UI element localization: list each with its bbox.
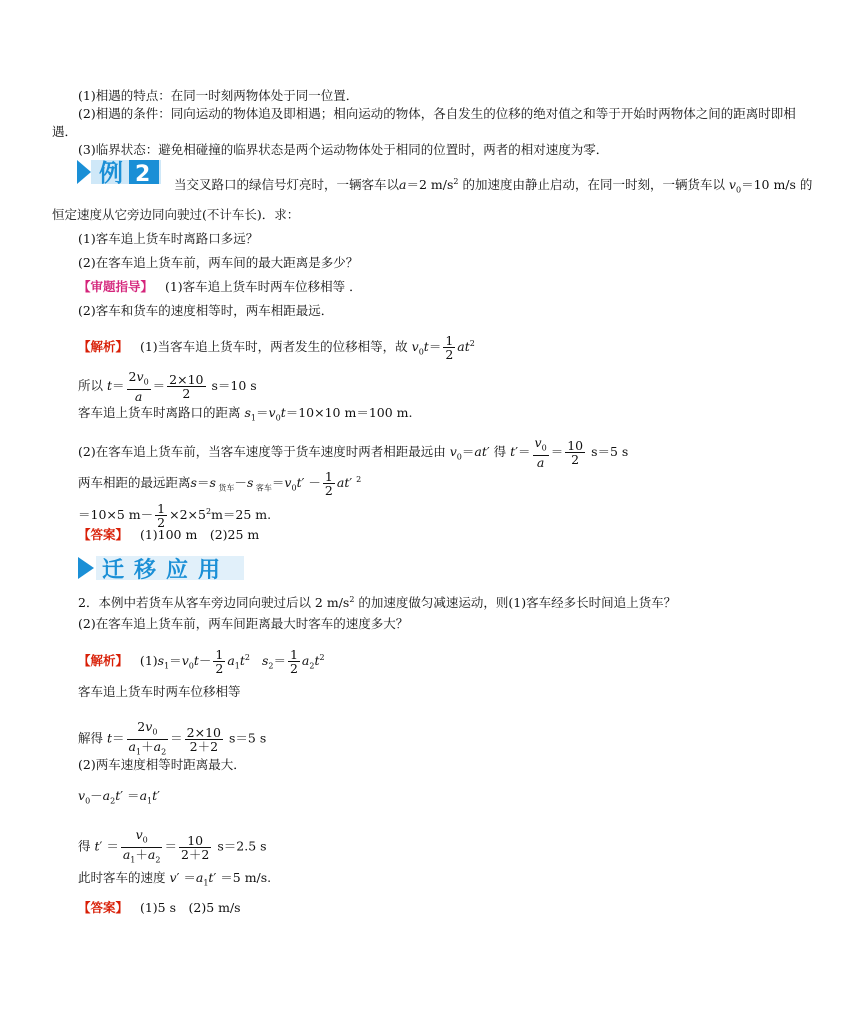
transfer-banner-text: 迁移应用 (102, 558, 231, 583)
example-badge (77, 158, 161, 186)
answer-text: (1)100 m (2)25 m (139, 527, 260, 542)
transfer-analysis-line7: 此时客车的速度 $v' =a_1t' =5$ m/s. (78, 870, 272, 888)
transfer-analysis-line1: 【解析】 $(1)s_1=v_0t-$ $\frac{1}{2}$ $a_1t^2$ $s_2=$ $\frac{1}{2}$ $a_2t^2$ (78, 647, 325, 676)
transfer-question-line1: 2．本例中若货车从客车旁边同向驶过后以 2 $m/s^2$ 的加速度做匀减速运动，则(1)客车经多长时间追上货车？ (78, 595, 677, 611)
analysis-line6: ＝10×5 m－ $\frac{1}{2}$ $\times 2\times 5^2m=25$ m. (78, 501, 272, 530)
example-stem-line2: 恒定速度从它旁边同向驶过(不计车长)．求： (52, 207, 300, 222)
analysis-line4: (2)在客车追上货车前，当客车速度等于货车速度时两者相距最远由 $v_0=at'$ 得 t′＝ $\frac{v_0}{a}$ ＝ $\frac{10}{2}$ s＝5 s (78, 435, 629, 470)
transfer-analysis-line5: $v_0-a_2t' =a_1t'$ (78, 788, 160, 806)
transfer-analysis-line4: (2)两车速度相等时距离最大． (78, 757, 246, 772)
analysis-line5: 两车相距的最远距离s＝s $_{货车}$－s $_{客车}=v_0t'$ － $\frac{1}{2}$ at′ $^2$ (78, 469, 362, 498)
analysis-line3: 客车追上货车时离路口的距离 $s_1=v_0t=10\times 10$ m＝100 m. (78, 405, 413, 423)
answer-line (78, 527, 259, 543)
analysis-line2: 所以 t＝ $\frac{2v_0}{a}$ ＝ $\frac{2\times 10}{2}$ s＝10 s (78, 369, 257, 404)
transfer-analysis-tag: 【解析】 (78, 653, 129, 668)
guide-line1: 【审题指导】 (1)客车追上货车时两车位移相等 ． (78, 279, 362, 294)
analysis-tag: 【解析】 (78, 339, 129, 354)
question-1: (1)客车追上货车时离路口多远？ (78, 231, 259, 246)
transfer-analysis-line6: 得 t′ ＝ $\frac{v_0}{a_1+a_2}$ ＝ $\frac{10}{2+2}$ s＝2.5 s (78, 827, 267, 864)
transfer-banner (78, 553, 244, 583)
note-meeting-condition: (2)相遇的条件：同向运动的物体追及即相遇；相向运动的物体，各自发生的位移的绝对值之和等于开始时两物体之间的距离时即相 (78, 106, 796, 121)
transfer-answer-line (78, 900, 241, 916)
transfer-answer-tag: 【答案】 (78, 900, 129, 915)
example-badge-icon (77, 158, 161, 186)
example-badge-char: 例 (99, 159, 123, 186)
guide-tag: 【审题指导】 (78, 279, 154, 294)
transfer-banner-icon (78, 553, 244, 583)
note-meeting-condition-cont: 遇． (52, 124, 78, 139)
transfer-analysis-line3: 解得 t＝ $\frac{2v_0}{a_1+a_2}$ ＝ $\frac{2\times 10}{2+2}$ s＝5 s (78, 719, 267, 756)
answer-tag: 【答案】 (78, 527, 129, 542)
note-meeting-feature: (1)相遇的特点：在同一时刻两物体处于同一位置． (78, 88, 359, 103)
example-stem-line1: 当交叉路口的绿信号灯亮时，一辆客车以a＝2 $m/s^2$ 的加速度由静止启动，在同一时刻，一辆货车以 $v_0=10$ m/s 的 (174, 177, 813, 195)
guide-line2: (2)客车和货车的速度相等时，两车相距最远． (78, 303, 334, 318)
analysis-line1: 【解析】 (1)当客车追上货车时，两者发生的位移相等，故 $v_0t=$ $\frac{1}{2}$ $at^2$ (78, 333, 475, 362)
question-2: (2)在客车追上货车前，两车间的最大距离是多少？ (78, 255, 359, 270)
transfer-answer-text: (1)5 s (2)5 m/s (139, 900, 241, 915)
example-badge-number: 2 (135, 162, 151, 186)
transfer-question-line2: (2)在客车追上货车前，两车间距离最大时客车的速度多大？ (78, 616, 409, 631)
note-critical-state: (3)临界状态：避免相碰撞的临界状态是两个运动物体处于相同的位置时，两者的相对速度为零． (78, 142, 609, 157)
transfer-analysis-line2: 客车追上货车时两车位移相等 (78, 684, 241, 699)
